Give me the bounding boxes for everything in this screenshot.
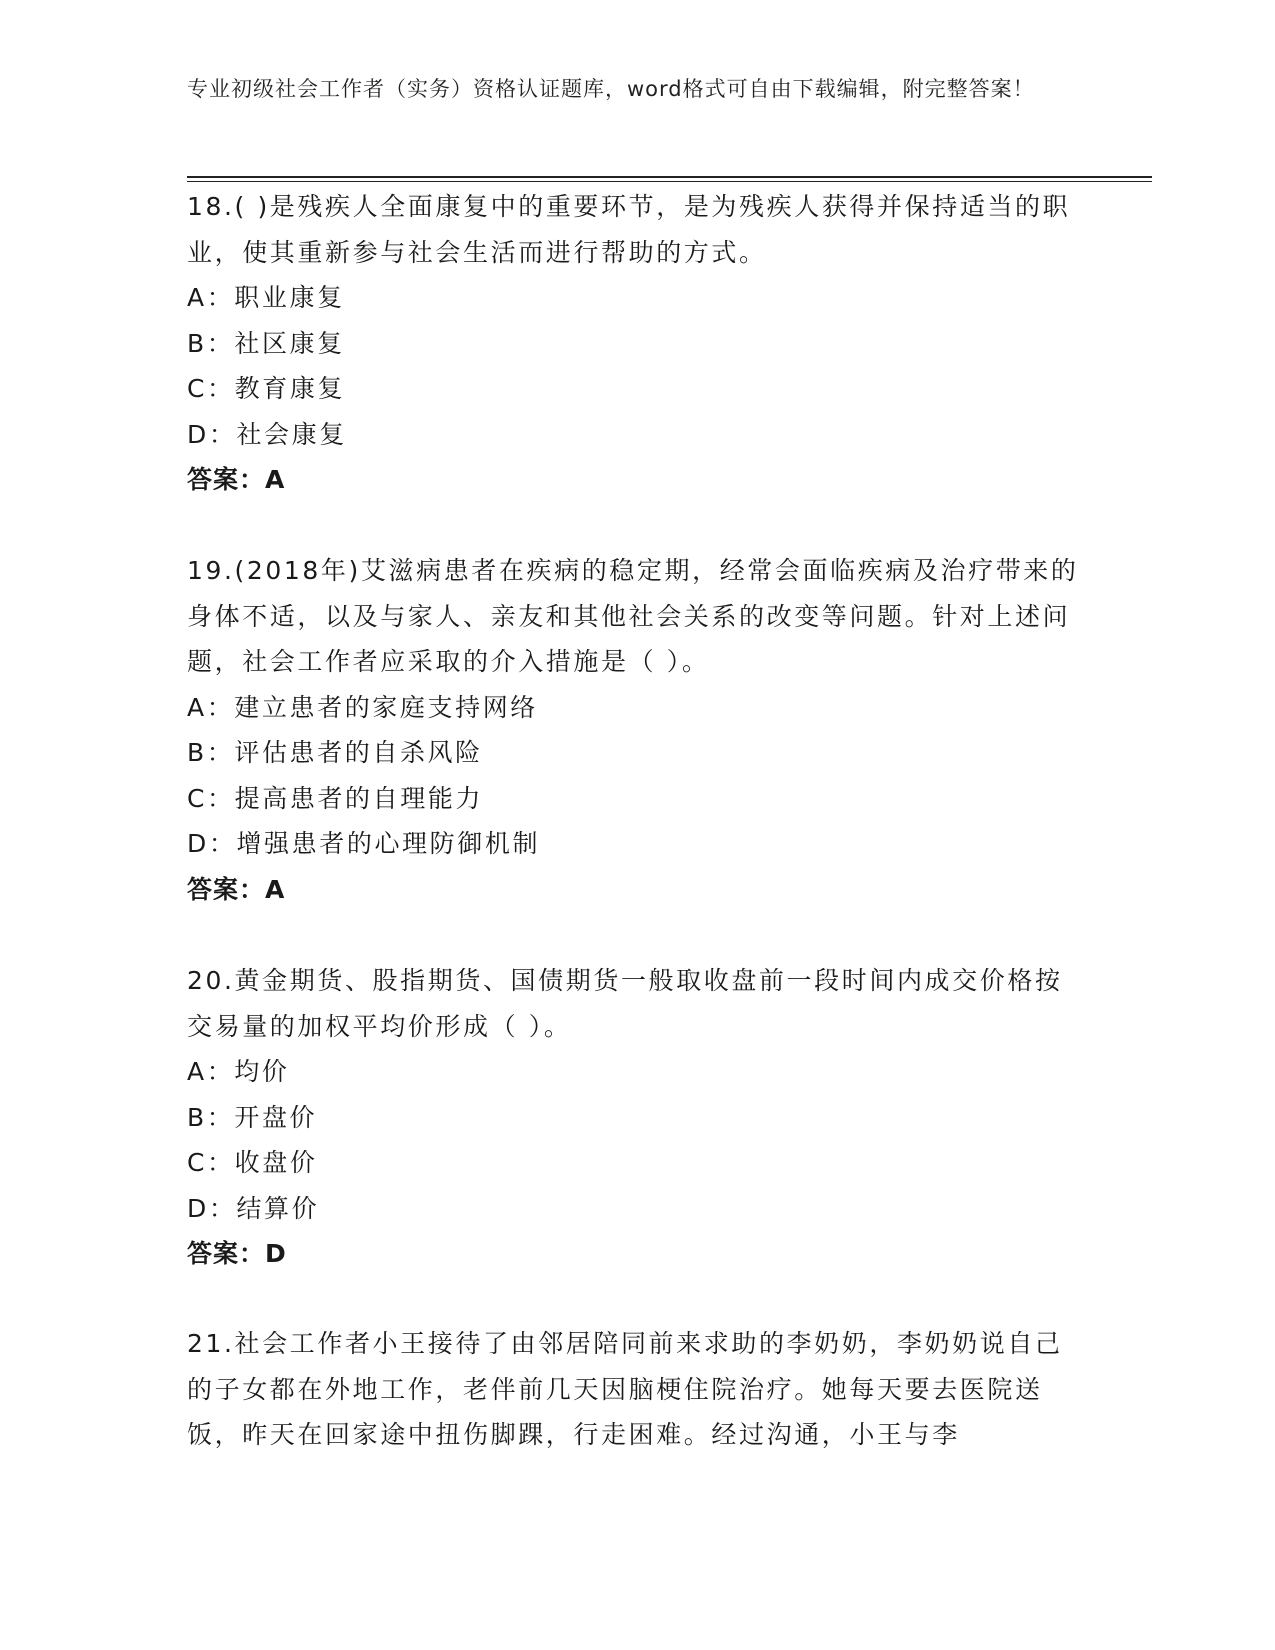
- question-stem: 18.( )是残疾人全面康复中的重要环节，是为残疾人获得并保持适当的职业，使其重新参与社会生活而进行帮助的方式。: [187, 192, 1071, 267]
- option-a: A：均价: [187, 1057, 290, 1086]
- answer-line: 答案：A: [187, 874, 286, 904]
- header-divider-thin: [187, 181, 1152, 182]
- header-divider-thick: [187, 176, 1152, 178]
- answer-line: 答案：A: [187, 465, 286, 494]
- question-20: [187, 958, 1087, 1277]
- option-a: A：职业康复: [187, 283, 345, 312]
- question-19: [187, 548, 1087, 912]
- page-header: [187, 74, 1067, 104]
- question-18: [187, 184, 1087, 503]
- question-stem: 21.社会工作者小王接待了由邻居陪同前来求助的李奶奶，李奶奶说自己的子女都在外地工作，老伴前几天因脑梗住院治疗。她每天要去医院送饭，昨天在回家途中扭伤脚踝，行走困难。经过沟通，小王与李: [187, 1329, 1063, 1449]
- question-stem: 20.黄金期货、股指期货、国债期货一般取收盘前一段时间内成交价格按交易量的加权平均价形成（ ）。: [187, 966, 1063, 1041]
- question-stem: 19.(2018年)艾滋病患者在疾病的稳定期，经常会面临疾病及治疗带来的身体不适，以及与家人、亲友和其他社会关系的改变等问题。针对上述问题，社会工作者应采取的介入措施是（ ）。: [187, 556, 1079, 676]
- header-text: 专业初级社会工作者（实务）资格认证题库，word格式可自由下载编辑，附完整答案！: [187, 77, 1035, 101]
- option-b: B：社区康复: [187, 328, 345, 358]
- option-c: C：收盘价: [187, 1148, 318, 1177]
- option-d: D：增强患者的心理防御机制: [187, 829, 541, 858]
- question-21: [187, 1321, 1087, 1458]
- option-d: D：社会康复: [187, 419, 347, 449]
- option-b: B：评估患者的自杀风险: [187, 738, 483, 767]
- option-c: C：提高患者的自理能力: [187, 783, 484, 813]
- answer-line: 答案：D: [187, 1239, 287, 1268]
- option-b: B：开盘价: [187, 1102, 318, 1132]
- option-a: A：建立患者的家庭支持网络: [187, 692, 538, 722]
- option-d: D：结算价: [187, 1193, 320, 1223]
- option-c: C：教育康复: [187, 374, 346, 403]
